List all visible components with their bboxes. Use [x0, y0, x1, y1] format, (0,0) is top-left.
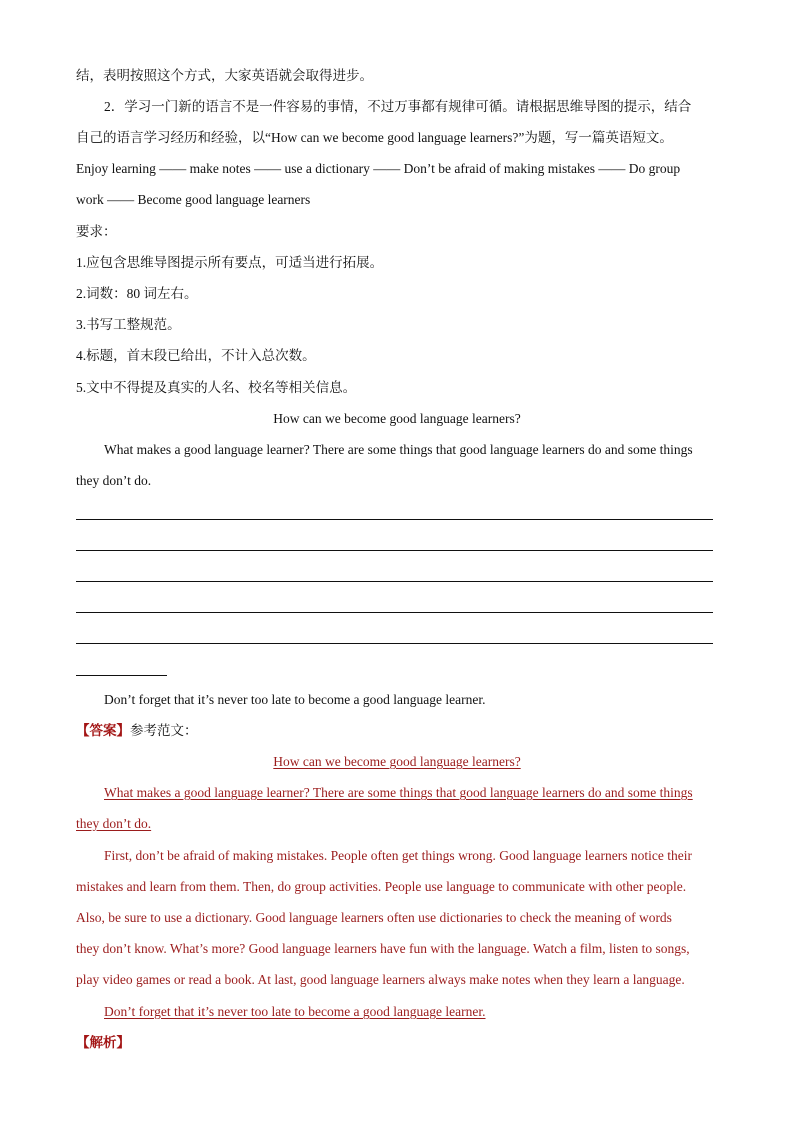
answer-closing: Don’t forget that it’s never too late to become a good language learner.	[104, 1004, 486, 1019]
writing-line	[76, 643, 713, 644]
requirements-heading: 要求：	[76, 224, 117, 239]
writing-line	[76, 519, 713, 520]
requirement-item: 3.书写工整规范。	[76, 317, 181, 332]
requirement-item: 5.文中不得提及真实的人名、校名等相关信息。	[76, 380, 357, 395]
answer-label-suffix: 参考范文：	[130, 723, 198, 738]
requirement-item: 4.标题，首末段已给出，不计入总次数。	[76, 348, 316, 363]
answer-body-line: First, don’t be afraid of making mistakes. People often get things wrong. Good language learners notice their	[104, 848, 692, 863]
writing-line	[76, 612, 713, 613]
answer-body-line: Also, be sure to use a dictionary. Good language learners often use dictionaries to check the meaning of words	[76, 910, 672, 925]
hints-line-2: work —— Become good language learners	[76, 192, 311, 207]
answer-label-row	[76, 721, 198, 741]
essay-opening-line-2: they don’t do.	[76, 473, 152, 488]
writing-line	[76, 550, 713, 551]
answer-body-line: play video games or read a book. At last, good language learners always make notes when they learn a language.	[76, 972, 685, 987]
answer-opening-line-1: What makes a good language learner? There are some things that good language learners do and some things	[104, 785, 693, 800]
essay-opening-line-1: What makes a good language learner? There are some things that good language learners do and some things	[104, 442, 693, 457]
hints-line-1: Enjoy learning —— make notes —— use a dictionary —— Don’t be afraid of making mistakes —— Do group	[76, 161, 681, 176]
answer-label: 【答案】	[76, 723, 130, 738]
essay-title: How can we become good language learners?	[273, 411, 521, 426]
task-line-1: 2．学习一门新的语言不是一件容易的事情，不过万事都有规律可循。请根据思维导图的提示，结合	[104, 99, 692, 114]
writing-line-short	[76, 675, 167, 676]
writing-line	[76, 581, 713, 582]
requirement-item: 2.词数：80 词左右。	[76, 286, 198, 301]
analysis-label: 【解析】	[76, 1035, 130, 1050]
task-line-2: 自己的语言学习经历和经验，以“How can we become good language learners?”为题，写一篇英语短文。	[76, 130, 673, 145]
answer-body-line: they don’t know. What’s more? Good language learners have fun with the language. Watch a film, listen to songs,	[76, 941, 690, 956]
requirement-item: 1.应包含思维导图提示所有要点，可适当进行拓展。	[76, 255, 384, 270]
essay-closing: Don’t forget that it’s never too late to become a good language learner.	[104, 692, 486, 707]
answer-body-line: mistakes and learn from them. Then, do group activities. People use language to communicate with other people.	[76, 879, 687, 894]
answer-opening-line-2: they don’t do.	[76, 816, 152, 831]
intro-tail: 结，表明按照这个方式，大家英语就会取得进步。	[76, 68, 373, 83]
answer-title: How can we become good language learners?	[273, 754, 521, 769]
